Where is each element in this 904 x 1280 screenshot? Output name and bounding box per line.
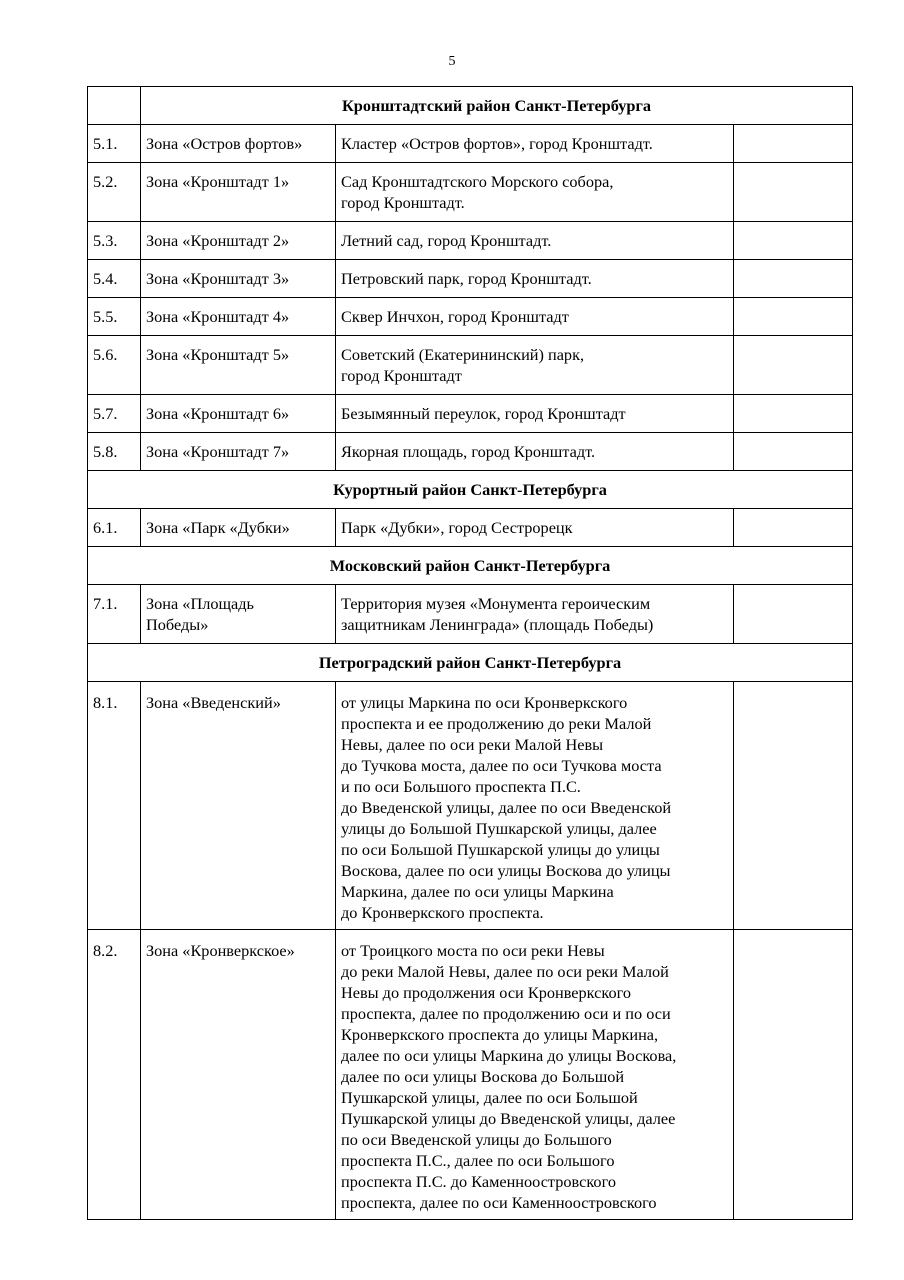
row-number: 7.1. <box>88 585 141 644</box>
empty-cell <box>734 433 853 471</box>
zone-description-line: Парк «Дубки», город Сестрорецк <box>341 518 573 537</box>
section-title: Петроградский район Санкт-Петербурга <box>88 644 853 682</box>
row-number: 8.2. <box>88 930 141 1220</box>
zone-description-line: и по оси Большого проспекта П.С. <box>341 777 581 796</box>
zone-description <box>336 336 734 395</box>
empty-cell <box>734 125 853 163</box>
zone-description-line: Летний сад, город Кронштадт. <box>341 231 552 250</box>
zone-description <box>336 682 734 930</box>
row-number: 5.7. <box>88 395 141 433</box>
zone-description <box>336 395 734 433</box>
zone-description-line: до Тучкова моста, далее по оси Тучкова моста <box>341 756 662 775</box>
zone-description-line: Территория музея «Монумента героическим <box>341 594 651 613</box>
zone-description-line: Невы до продолжения оси Кронверкского <box>341 983 632 1002</box>
zone-description-line: до Введенской улицы, далее по оси Введенской <box>341 798 672 817</box>
zone-description-line: Маркина, далее по оси улицы Маркина <box>341 882 614 901</box>
zone-description-line: Воскова, далее по оси улицы Воскова до улицы <box>341 861 671 880</box>
empty-cell <box>734 336 853 395</box>
row-number: 5.1. <box>88 125 141 163</box>
zone-description-line: до Кронверкского проспекта. <box>341 903 544 922</box>
zones-table <box>87 86 853 1220</box>
zone-name: Зона «Кронверкское» <box>141 930 336 1220</box>
section-header-row <box>88 644 853 682</box>
zone-description-line: город Кронштадт. <box>341 193 465 212</box>
zone-name <box>141 585 336 644</box>
table-row <box>88 585 853 644</box>
zone-description-line: проспекта, далее по продолжению оси и по оси <box>341 1004 671 1023</box>
section-title: Московский район Санкт-Петербурга <box>88 547 853 585</box>
row-number: 5.2. <box>88 163 141 222</box>
table-row <box>88 298 853 336</box>
section-title: Курортный район Санкт-Петербурга <box>88 471 853 509</box>
table-row <box>88 336 853 395</box>
section-header-row <box>88 87 853 125</box>
row-number: 5.4. <box>88 260 141 298</box>
table-row <box>88 222 853 260</box>
row-number: 8.1. <box>88 682 141 930</box>
zone-description-line: Якорная площадь, город Кронштадт. <box>341 442 596 461</box>
zone-name: Зона «Кронштадт 6» <box>141 395 336 433</box>
zone-name-line: Зона «Площадь <box>146 594 254 613</box>
zone-name: Зона «Введенский» <box>141 682 336 930</box>
zone-description-line: по оси Большой Пушкарской улицы до улицы <box>341 840 660 859</box>
zone-description <box>336 930 734 1220</box>
zone-name: Зона «Парк «Дубки» <box>141 509 336 547</box>
zone-description-line: проспекта П.С., далее по оси Большого <box>341 1151 615 1170</box>
empty-cell <box>734 509 853 547</box>
row-number: 5.6. <box>88 336 141 395</box>
table-row <box>88 163 853 222</box>
zone-description-line: улицы до Большой Пушкарской улицы, далее <box>341 819 657 838</box>
zone-description-line: Кластер «Остров фортов», город Кронштадт. <box>341 134 653 153</box>
zone-name: Зона «Кронштадт 5» <box>141 336 336 395</box>
section-header-row <box>88 471 853 509</box>
zone-description <box>336 222 734 260</box>
zone-name: Зона «Кронштадт 2» <box>141 222 336 260</box>
zone-name: Зона «Кронштадт 4» <box>141 298 336 336</box>
zone-description-line: далее по оси улицы Воскова до Большой <box>341 1067 625 1086</box>
row-number: 5.5. <box>88 298 141 336</box>
zone-description <box>336 585 734 644</box>
zone-description-line: проспекта П.С. до Каменноостровского <box>341 1172 616 1191</box>
zone-description-line: Пушкарской улицы до Введенской улицы, далее <box>341 1109 676 1128</box>
zone-name-line: Победы» <box>146 615 209 634</box>
section-num-cell <box>88 87 141 125</box>
table-row <box>88 509 853 547</box>
zone-name: Зона «Кронштадт 3» <box>141 260 336 298</box>
zone-description-line: проспекта, далее по оси Каменноостровского <box>341 1193 657 1212</box>
row-number: 6.1. <box>88 509 141 547</box>
row-number: 5.8. <box>88 433 141 471</box>
zone-description-line: Петровский парк, город Кронштадт. <box>341 269 592 288</box>
empty-cell <box>734 260 853 298</box>
empty-cell <box>734 222 853 260</box>
zone-name: Зона «Остров фортов» <box>141 125 336 163</box>
table-row <box>88 433 853 471</box>
empty-cell <box>734 298 853 336</box>
zone-description-line: Пушкарской улицы, далее по оси Большой <box>341 1088 638 1107</box>
zone-description <box>336 260 734 298</box>
zone-description-line: Сквер Инчхон, город Кронштадт <box>341 307 569 326</box>
zone-description-line: от Троицкого моста по оси реки Невы <box>341 941 605 960</box>
section-title: Кронштадтский район Санкт-Петербурга <box>141 87 853 125</box>
zone-name: Зона «Кронштадт 7» <box>141 433 336 471</box>
empty-cell <box>734 163 853 222</box>
table-row <box>88 395 853 433</box>
page-number: 5 <box>448 54 456 69</box>
row-number: 5.3. <box>88 222 141 260</box>
zone-name: Зона «Кронштадт 1» <box>141 163 336 222</box>
zone-description-line: город Кронштадт <box>341 366 462 385</box>
zone-description-line: Безымянный переулок, город Кронштадт <box>341 404 626 423</box>
empty-cell <box>734 682 853 930</box>
table-row <box>88 682 853 930</box>
section-header-row <box>88 547 853 585</box>
zone-description-line: Советский (Екатерининский) парк, <box>341 345 585 364</box>
empty-cell <box>734 585 853 644</box>
table-row <box>88 930 853 1220</box>
zone-description <box>336 298 734 336</box>
zone-description-line: до реки Малой Невы, далее по оси реки Малой <box>341 962 669 981</box>
zone-description <box>336 163 734 222</box>
zone-description-line: Кронверкского проспекта до улицы Маркина, <box>341 1025 659 1044</box>
table-row <box>88 125 853 163</box>
zone-description-line: защитникам Ленинграда» (площадь Победы) <box>341 615 654 634</box>
empty-cell <box>734 395 853 433</box>
zone-description-line: проспекта и ее продолжению до реки Малой <box>341 714 652 733</box>
table-row <box>88 260 853 298</box>
zone-description-line: от улицы Маркина по оси Кронверкского <box>341 693 628 712</box>
zone-description-line: Сад Кронштадтского Морского собора, <box>341 172 614 191</box>
zone-description <box>336 125 734 163</box>
zone-description <box>336 509 734 547</box>
empty-cell <box>734 930 853 1220</box>
zone-description-line: по оси Введенской улицы до Большого <box>341 1130 612 1149</box>
zone-description <box>336 433 734 471</box>
zone-description-line: Невы, далее по оси реки Малой Невы <box>341 735 604 754</box>
zone-description-line: далее по оси улицы Маркина до улицы Воскова, <box>341 1046 677 1065</box>
